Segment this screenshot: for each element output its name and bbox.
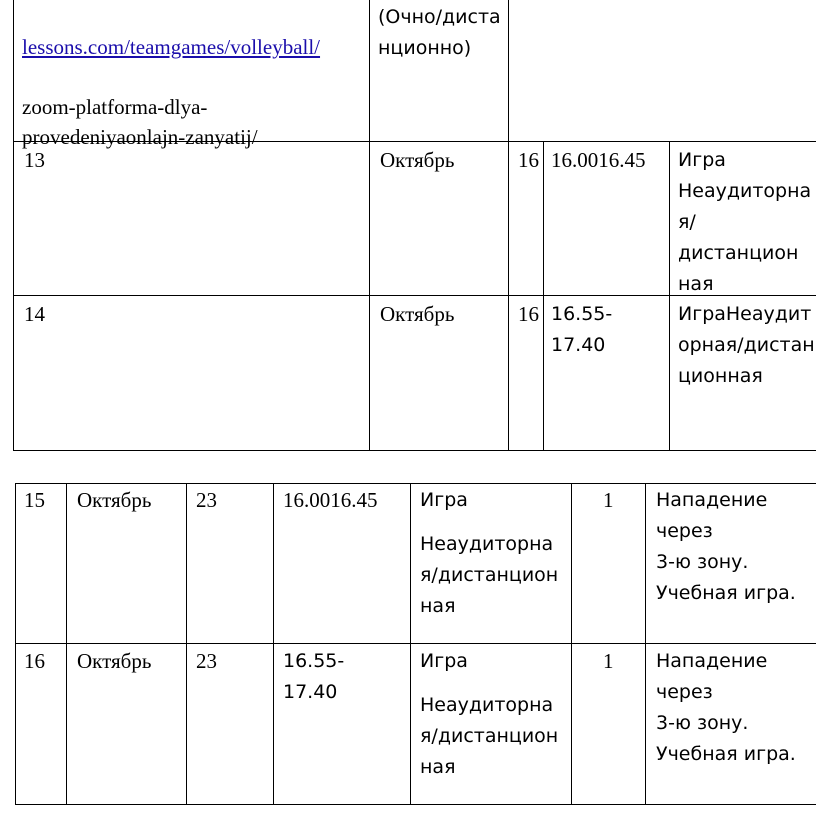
table-1-line [13,450,816,451]
row-number: 14 [24,302,45,326]
table-2-line [15,483,16,805]
table-1-line [13,0,14,451]
row-month: Октябрь [380,148,455,172]
table-2-line [273,483,274,805]
row-hours: 1 [603,649,614,673]
format-cell [378,2,508,140]
resource-link[interactable]: lessons.com/teamgames/volleyball/ [22,35,321,59]
row-topic: Нападение через 3-ю зону. Учебная игра. [656,650,796,765]
row-time: 16.55- 17.40 [551,303,613,356]
table-2-line [186,483,187,805]
table-1-line [508,0,509,451]
row-day: 16 [518,302,539,326]
row-type: ИграНеаудит орная/дистан ционная [678,303,815,387]
row-day: 23 [196,488,217,512]
format-label: (Очно/диста нционно) [378,6,501,59]
row-time: 16.0016.45 [283,488,378,512]
row-type: Игра Неаудиторна я/дистанцион ная [678,149,812,295]
row-topic: Нападение через 3-ю зону. Учебная игра. [656,489,796,604]
row-month: Октябрь [77,488,152,512]
row-number: 16 [24,649,45,673]
table-2-line [66,483,67,805]
row-time: 16.0016.45 [551,148,646,172]
row-month: Октябрь [77,649,152,673]
row-day: 23 [196,649,217,673]
row-type: Неаудиторна я/дистанцион ная [420,533,559,617]
row-time: 16.55- 17.40 [283,650,345,703]
table-1-line [369,0,370,451]
table-1-line [543,141,544,451]
row-hours: 1 [603,488,614,512]
row-number: 13 [24,148,45,172]
row-number: 15 [24,488,45,512]
table-2-line [15,643,816,644]
row-type-title: Игра [420,489,468,511]
table-1-line [669,141,670,451]
row-month: Октябрь [380,302,455,326]
row-topic-cell [656,646,816,802]
row-type-title: Игра [420,650,468,672]
row-type-cell [678,145,816,295]
table-2-line [15,804,816,805]
table-2-line [15,483,816,484]
resource-link-rest: zoom-platforma-dlya- provedeniyaonlajn-zanyatij/ [22,95,258,149]
row-type: Неаудиторна я/дистанцион ная [420,694,559,778]
table-2-line [571,483,572,805]
row-day: 16 [518,148,539,172]
table-2-line [410,483,411,805]
row-topic-cell [656,485,816,641]
table-1-line [13,295,816,296]
resource-link-cell [22,2,320,152]
table-2-line [645,483,646,805]
row-type-cell [678,299,816,449]
